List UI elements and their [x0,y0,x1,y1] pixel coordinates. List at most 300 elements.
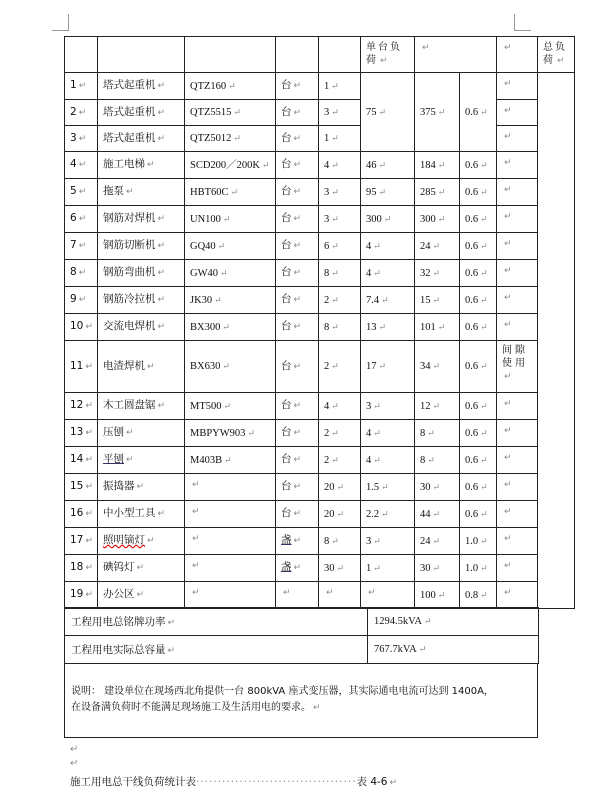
paragraph-mark: ↵ [437,213,446,224]
cell-text: 1 [324,133,330,144]
table-cell [361,287,415,314]
cell-text: UN100 [190,213,221,225]
paragraph-mark: ↵ [432,240,441,251]
table-cell [460,528,497,555]
cell-text: 压刨 [103,426,124,438]
table-cell [460,501,497,528]
table-row [65,393,575,420]
paragraph-mark: ↵ [378,186,387,197]
table-cell [319,100,361,126]
caption-table-number: 表 4-6 [356,776,388,788]
paragraph-mark: ↵ [331,294,339,305]
table-cell [497,260,538,287]
table-cell [276,260,319,287]
table-cell [98,73,185,100]
cell-text: 300 [366,213,382,225]
paragraph-mark: ↵ [373,562,381,573]
paragraph-mark: ↵ [167,646,176,656]
cell-text: GW40 [190,267,218,279]
table-cell [460,555,497,582]
paragraph-mark: ↵ [432,267,441,278]
header-cell [98,37,185,73]
table-cell [361,179,415,206]
table-cell [98,501,185,528]
paragraph-mark: ↵ [85,482,93,492]
paragraph-mark: ↵ [378,106,387,117]
table-cell [65,152,98,179]
table-cell [98,152,185,179]
table-row [65,447,575,474]
explanation-line-2: 在设备满负荷时不能满足现场施工及生活用电的要求。 [71,702,311,713]
table-cell [319,341,361,393]
cell-text: 台 [281,105,292,118]
cell-text: 14 [70,453,84,465]
cell-text: BX300 [190,321,221,333]
paragraph-mark: ↵ [262,159,270,170]
explanation-note [64,663,538,738]
table-cell [415,555,460,582]
cell-text: 3 [324,213,330,225]
table-cell [185,501,276,528]
table-row [65,126,575,152]
paragraph-mark: ↵ [78,268,87,278]
cell-text: 台 [281,453,292,465]
paragraph-mark: ↵ [373,427,381,438]
cell-text: 台 [281,79,292,91]
paragraph-mark: ↵ [480,535,488,546]
cell-text: 75 [366,106,377,118]
table-cell [185,233,276,260]
table-cell [497,179,538,206]
table-row [65,341,575,393]
paragraph-mark: ↵ [383,213,392,224]
paragraph-mark: ↵ [147,160,155,170]
cell-text: 19 [70,588,84,600]
paragraph-mark: ↵ [78,133,87,144]
cell-text: 4 [366,240,372,252]
cell-text: 1.5 [366,481,380,493]
paragraph-mark: ↵ [504,185,512,195]
table-cell [460,447,497,474]
table-cell [361,393,415,420]
actual-capacity-value: 767.7kVA [374,644,417,655]
cell-text: 木工圆盘锯 [103,399,156,411]
paragraph-mark: ↵ [331,535,339,546]
paragraph-mark: ↵ [331,159,339,170]
table-cell [276,100,319,126]
cell-text: 2 [324,427,330,439]
cell-text: 0.6 [465,267,479,279]
cell-text: MBPYW903 [190,427,246,439]
paragraph-mark: ↵ [293,361,302,372]
paragraph-mark: ↵ [136,482,145,492]
table-cell [361,447,415,474]
paragraph-mark: ↵ [504,293,512,303]
table-cell [65,582,98,609]
cell-text: 12 [420,400,431,412]
paragraph-mark: ↵ [504,132,512,142]
paragraph-mark: ↵ [437,321,446,332]
paragraph-mark: ↵ [157,295,166,305]
paragraph-mark: ↵ [167,618,176,628]
cell-text: 6 [70,212,77,224]
table-cell [276,501,319,528]
paragraph-mark: ↵ [480,481,488,492]
cell-text: 4 [324,400,330,412]
cell-text: QTZ5012 [190,133,232,144]
header-cell [276,37,319,73]
cell-text: 13 [70,426,84,438]
paragraph-mark: ↵ [293,187,302,197]
table-cell [319,287,361,314]
table-cell [497,152,538,179]
paragraph-mark: ↵ [432,535,441,546]
table-cell [276,555,319,582]
table-row [65,582,575,609]
paragraph-mark: ↵ [432,294,441,305]
table-cell [185,555,276,582]
table-caption: 施工用电总干线负荷统计表·····································表 4-6 ↵ [70,776,398,788]
paragraph-mark: ↵ [373,400,381,411]
table-cell [65,287,98,314]
cell-text: 300 [420,213,436,225]
table-row [65,179,575,206]
table-cell [276,126,319,152]
table-cell [460,233,497,260]
cell-text: BX630 [190,361,221,372]
cell-text: 办公区 [103,588,135,600]
table-cell [460,206,497,233]
cell-text: 0.6 [465,213,479,225]
cell-text: 101 [420,321,436,333]
cell-text: GQ40 [190,240,216,252]
paragraph-mark: ↵ [147,361,155,372]
cell-text: 钢筋切断机 [103,239,156,251]
paragraph-mark: ↵ [389,778,398,788]
table-cell [361,233,415,260]
table-cell [361,152,415,179]
paragraph-mark: ↵ [423,616,432,626]
paragraph-mark: ↵ [293,536,302,546]
cell-text: 2 [324,294,330,306]
table-cell [276,179,319,206]
paragraph-mark: ↵ [480,213,488,224]
cell-text: 3 [366,400,372,412]
paragraph-mark: ↵ [480,361,488,371]
paragraph-mark: ↵ [126,187,134,197]
paragraph-mark: ↵ [336,481,345,492]
cell-text: 4 [366,454,372,466]
paragraph-mark: ↵ [336,562,345,573]
table-cell [319,206,361,233]
table-cell [185,73,276,100]
paragraph-mark: ↵ [504,212,512,222]
paragraph-mark: ↵ [157,241,166,251]
nameplate-power-value: 1294.5kVA [374,616,422,627]
table-cell [460,474,497,501]
table-cell [185,126,276,152]
cell-text: 照明镝灯 [103,534,145,546]
table-cell [497,73,538,100]
paragraph-mark: ↵ [293,482,302,492]
explanation-line-1: 说明： 建设单位在现场西北角提供一台 800kVA 座式变压器，其实际通电电流可达到 1400A， [71,686,494,697]
paragraph-mark: ↵ [331,400,339,411]
table-cell [65,179,98,206]
cell-text: 电渣焊机 [103,359,145,372]
cell-text: QTZ5515 [190,107,232,118]
table-cell [460,73,497,152]
table-cell [98,126,185,152]
cell-text: HBT60C [190,186,229,198]
table-row [65,420,575,447]
cell-text: 中小型工具 [103,507,156,519]
cell-text: 8 [324,321,330,333]
cell-text: 台 [281,426,292,438]
table-row [65,501,575,528]
paragraph-mark: ↵ [85,536,93,546]
paragraph-mark: ↵ [504,588,512,598]
cell-text: 3 [324,186,330,198]
table-cell [65,528,98,555]
paragraph-mark: ↵ [480,106,488,117]
paragraph-mark: ↵ [70,758,79,769]
table-cell [415,341,460,393]
paragraph-mark: ↵ [504,453,512,463]
paragraph-mark: ↵ [293,160,302,170]
table-cell [497,287,538,314]
table-cell [98,179,185,206]
table-cell [98,260,185,287]
cell-text: 3 [70,131,77,144]
table-cell [276,73,319,100]
paragraph-mark: ↵ [157,107,166,118]
paragraph-mark: ↵ [85,428,93,438]
table-cell [185,260,276,287]
table-row [65,314,575,341]
cell-text: 0.6 [465,186,479,198]
table-cell [415,73,460,152]
cell-text: 30 [324,562,335,574]
table-cell [98,287,185,314]
paragraph-mark: ↵ [504,399,512,409]
table-cell [185,341,276,393]
cell-text: 20 [324,481,335,493]
table-cell [460,152,497,179]
cell-text: 台 [281,266,292,278]
paragraph-mark: ↵ [373,267,381,278]
table-cell [497,314,538,341]
table-row [65,555,575,582]
paragraph-mark: ↵ [222,213,231,224]
cell-text: 0.6 [465,454,479,466]
paragraph-mark: ↵ [293,268,302,278]
paragraph-mark: ↵ [326,588,334,598]
table-cell [415,314,460,341]
cell-text: 碘钨灯 [103,561,135,573]
cell-text: 塔式起重机 [103,105,156,118]
paragraph-mark: ↵ [293,241,302,251]
cell-text: 单台负荷 [366,42,402,66]
table-cell [460,582,497,609]
cell-text: JK30 [190,294,213,306]
cell-text: 0.6 [465,400,479,412]
cell-text: 台 [281,399,292,411]
paragraph-mark: ↵ [293,322,302,332]
table-cell [276,314,319,341]
paragraph-mark: ↵ [157,322,166,332]
paragraph-mark: ↵ [432,481,441,492]
cell-text: 100 [420,589,436,601]
cell-text: 17 [70,534,84,546]
table-cell [415,152,460,179]
cell-text: 0.6 [465,361,479,372]
paragraph-mark: ↵ [336,508,345,519]
cell-text: QTZ160 [190,80,227,92]
table-cell [98,474,185,501]
table-cell [98,528,185,555]
paragraph-mark: ↵ [437,186,446,197]
table-cell [98,233,185,260]
table-cell [98,341,185,393]
cell-text: 46 [366,159,377,171]
table-cell [65,206,98,233]
paragraph-mark: ↵ [192,507,200,517]
table-cell [361,260,415,287]
table-cell [276,341,319,393]
cell-text: 台 [281,212,292,224]
cell-text: 24 [420,240,431,252]
table-cell [98,100,185,126]
cell-text: 0.6 [465,321,479,333]
cell-text: 8 [420,427,426,439]
table-cell [497,555,538,582]
table-cell [460,287,497,314]
table-cell [497,206,538,233]
table-cell [276,233,319,260]
table-cell [415,393,460,420]
table-cell [415,179,460,206]
paragraph-mark: ↵ [293,295,302,305]
table-cell [185,447,276,474]
paragraph-mark: ↵ [437,589,446,600]
table-cell [460,420,497,447]
table-cell [65,447,98,474]
cell-text: 钢筋冷拉机 [103,293,156,305]
table-cell [276,152,319,179]
cell-text: 0.6 [465,294,479,306]
cell-text: 17 [366,361,377,372]
nameplate-power-label: 工程用电总铭牌功率 [71,616,166,628]
cell-text: 34 [420,361,431,372]
table-cell [319,260,361,287]
paragraph-mark: ↵ [331,321,339,332]
table-cell [460,179,497,206]
paragraph-mark: ↵ [378,361,387,371]
paragraph-mark: ↵ [293,455,302,465]
cell-text: 7 [70,239,77,251]
table-cell [185,314,276,341]
cell-text: 8 [70,266,77,278]
table-cell [276,528,319,555]
cell-text: 0.6 [465,240,479,252]
cell-text: 4 [70,158,77,170]
paragraph-mark: ↵ [331,361,339,371]
paragraph-mark: ↵ [331,213,339,224]
paragraph-mark: ↵ [378,321,387,332]
paragraph-mark: ↵ [381,481,389,492]
cell-text: 0.6 [465,159,479,171]
table-cell [98,555,185,582]
table-cell [65,260,98,287]
table-cell [319,314,361,341]
cell-text: 4 [366,427,372,439]
cell-text: 30 [420,562,431,574]
paragraph-mark: ↵ [373,454,381,465]
table-cell [361,314,415,341]
cell-text: 1.0 [465,562,479,574]
cell-text: 4 [324,159,330,171]
table-cell [319,233,361,260]
table-cell [185,420,276,447]
table-row [65,152,575,179]
table-cell [361,582,415,609]
paragraph-mark: ↵ [331,240,339,251]
cell-text: 台 [281,320,292,332]
table-cell [98,420,185,447]
table-cell [497,233,538,260]
paragraph-mark: ↵ [85,361,93,372]
paragraph-mark: ↵ [228,80,236,91]
table-cell [415,447,460,474]
paragraph-mark: ↵ [224,454,232,465]
cell-text: 总负荷 [543,42,567,66]
table-cell [276,474,319,501]
cell-text: 18 [70,561,84,573]
cell-text: 10 [70,320,84,332]
paragraph-mark: ↵ [157,268,166,278]
table-cell [276,582,319,609]
paragraph-mark: ↵ [192,561,200,571]
table-row [65,206,575,233]
paragraph-mark: ↵ [78,187,87,197]
paragraph-mark: ↵ [293,133,302,144]
paragraph-mark: ↵ [157,401,166,411]
table-cell [98,393,185,420]
cell-text: 1 [366,562,372,574]
table-cell [361,555,415,582]
table-cell [361,474,415,501]
table-row [65,287,575,314]
cell-text: 6 [324,240,330,252]
cell-text: 9 [70,293,77,305]
paragraph-mark: ↵ [192,588,200,598]
header-total-load [538,37,575,73]
cell-text: 8 [324,535,330,547]
paragraph-mark: ↵ [418,644,427,654]
paragraph-mark: ↵ [504,320,512,330]
paragraph-mark: ↵ [78,107,87,118]
table-cell [65,474,98,501]
cell-text: 台 [281,185,292,197]
table-cell [65,100,98,126]
cell-text: 振捣器 [103,480,135,492]
table-cell [185,287,276,314]
paragraph-mark: ↵ [214,294,222,305]
table-cell [497,447,538,474]
cell-text: 台 [281,507,292,519]
actual-capacity-row [65,636,539,664]
table-cell [65,555,98,582]
